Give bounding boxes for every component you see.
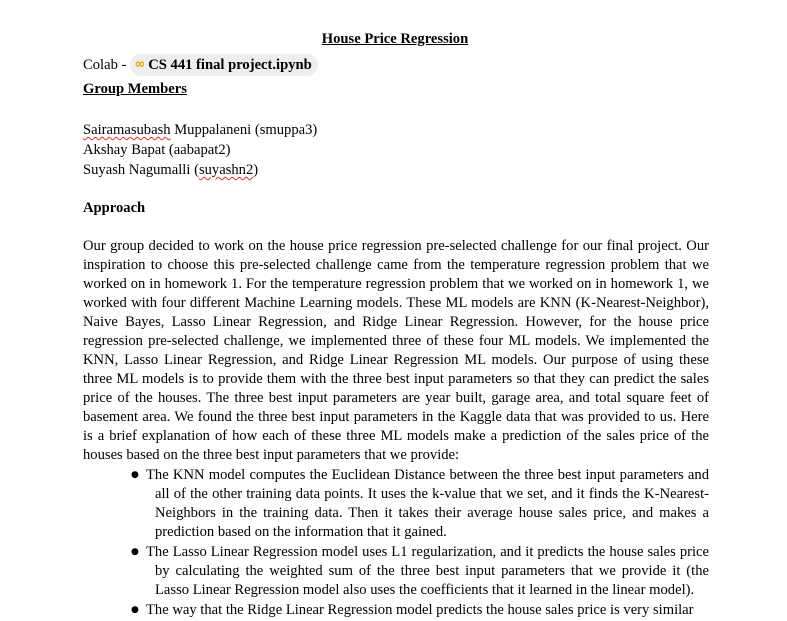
model-bullet-list: [83, 466, 709, 621]
member-2-text: Akshay Bapat (aabapat2): [83, 142, 231, 158]
member-1-first: Sairamasubash: [83, 122, 171, 138]
colab-logo-icon: ∞: [134, 57, 146, 72]
colab-file-name: CS 441 final project.ipynb: [148, 57, 312, 73]
colab-label: Colab -: [83, 57, 127, 73]
member-1: [83, 120, 317, 140]
member-2: [83, 140, 317, 160]
member-3: Suyash Nagumalli (suyashn2): [83, 162, 259, 178]
document-title: House Price Regression: [321, 31, 469, 47]
colab-file-chip[interactable]: [130, 54, 317, 76]
members-list: [83, 120, 317, 180]
group-members-heading: Group Members: [83, 81, 187, 97]
bullet-knn: [83, 466, 709, 542]
bullet-lasso: [83, 543, 709, 600]
bullet-knn-text: The KNN model computes the Euclidean Distance between the three best input parameters and all of the other training data points. It uses the k-value that we set, and it finds the K-Nearest-Neighbors in the training data. Then it takes their average house sales price, and makes a prediction based on the information that it gained.: [146, 467, 709, 540]
member-3-id: suyashn2: [198, 162, 254, 178]
bullet-ridge-text: The way that the Ridge Linear Regression model predicts the house sales price is very similar: [146, 602, 694, 618]
bullet-lasso-text: The Lasso Linear Regression model uses L1 regularization, and it predicts the house sales price by calculating the weighted sum of the three best input parameters that we provide it (the Lasso Linear Regression model also uses the coefficients that it learned in the linear model).: [146, 544, 709, 598]
approach-heading: Approach: [83, 200, 146, 216]
colab-line: [83, 54, 318, 76]
member-1-rest: Muppalaneni (smuppa3): [170, 122, 318, 138]
bullet-ridge: [83, 601, 709, 620]
approach-paragraph: Our group decided to work on the house price regression pre-selected challenge for our final project. Our inspiration to choose this pre-selected challenge came from the temperature regression problem that we worked on in homework 1. For the temperature regression problem that we worked on in homework 1, we worked with four different Machine Learning models. These ML models are KNN (K-Nearest-Neighbor), Naive Bayes, Lasso Linear Regression, and Ridge Linear Regression. However, for the house price regression pre-selected challenge, we implemented three of these four ML models. We implemented the KNN, Lasso Linear Regression, and Ridge Linear Regression ML models. Our purpose of using these three ML models is to provide them with the three best input parameters so that they can predict the sales price of the houses. The three best input parameters are year built, garage area, and total square feet of basement area. We found the three best input parameters in the Kaggle data that was provided to us. Here is a brief explanation of how each of these three ML models make a prediction of the sales price of the houses based on the three best input parameters that we provide:: [83, 238, 709, 463]
